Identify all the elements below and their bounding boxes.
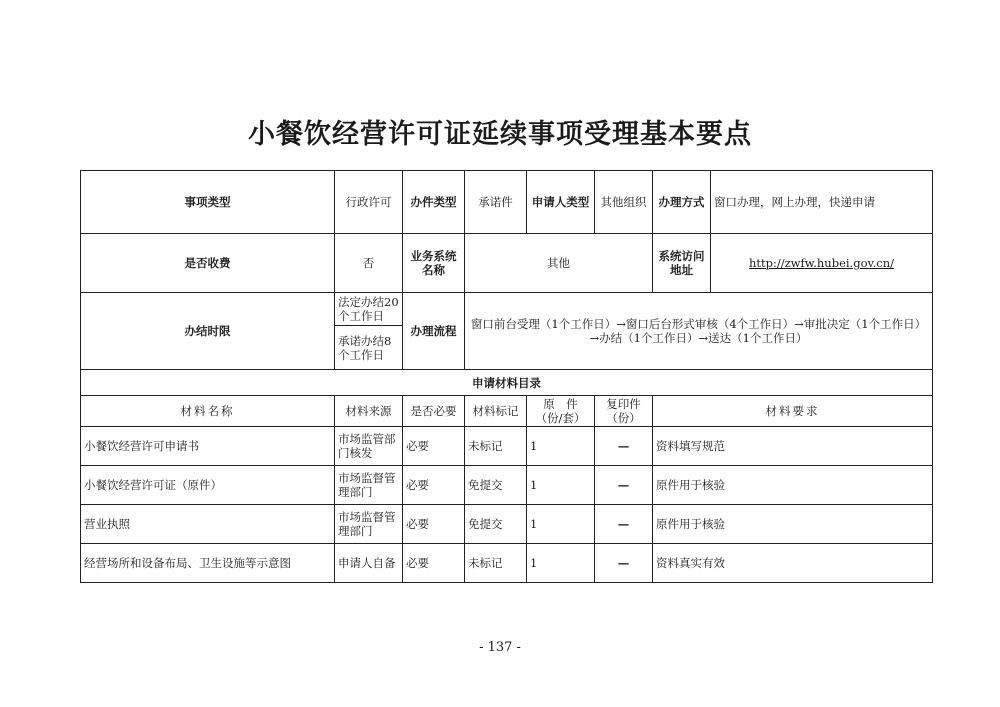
legal-time: 法定办结20个工作日	[335, 293, 403, 326]
system-label: 业务系统名称	[403, 234, 465, 293]
system-value: 其他	[465, 234, 653, 293]
material-original: 1	[527, 466, 595, 505]
col-requirement: 材料要求	[653, 396, 933, 427]
handle-type-label: 办件类型	[403, 171, 465, 234]
section-title: 申请材料目录	[81, 370, 933, 396]
col-mark: 材料标记	[465, 396, 527, 427]
table-row	[81, 544, 933, 583]
table-row	[81, 505, 933, 544]
page-title: 小餐饮经营许可证延续事项受理基本要点	[248, 119, 752, 150]
table-row	[81, 427, 933, 466]
material-requirement: 资料真实有效	[653, 544, 933, 583]
row-item-type	[81, 171, 933, 234]
col-source: 材料来源	[335, 396, 403, 427]
row-fee	[81, 234, 933, 293]
fee-label: 是否收费	[81, 234, 335, 293]
material-copy: —	[595, 544, 653, 583]
material-requirement: 原件用于核验	[653, 505, 933, 544]
material-copy: —	[595, 427, 653, 466]
page-number: - 137 -	[479, 640, 521, 655]
material-required: 必要	[403, 466, 465, 505]
row-time-limit	[81, 293, 933, 326]
material-mark: 免提交	[465, 505, 527, 544]
material-requirement: 原件用于核验	[653, 466, 933, 505]
process-value: 窗口前台受理（1个工作日）→窗口后台形式审核（4个工作日）→审批决定（1个工作日）→办结（1个工作日）→送达（1个工作日）	[465, 293, 933, 370]
method-label: 办理方式	[653, 171, 711, 234]
material-required: 必要	[403, 427, 465, 466]
material-source: 市场监督管理部门	[335, 505, 403, 544]
material-mark: 未标记	[465, 427, 527, 466]
process-label: 办理流程	[403, 293, 465, 370]
material-mark: 未标记	[465, 544, 527, 583]
handle-type-value: 承诺件	[465, 171, 527, 234]
material-original: 1	[527, 505, 595, 544]
material-name: 营业执照	[81, 505, 335, 544]
column-header-row	[81, 396, 933, 427]
material-mark: 免提交	[465, 466, 527, 505]
table-row	[81, 466, 933, 505]
applicant-type-label: 申请人类型	[527, 171, 595, 234]
info-table	[80, 170, 933, 583]
col-required: 是否必要	[403, 396, 465, 427]
address-label: 系统访问地址	[653, 234, 711, 293]
col-original: 原 件（份/套）	[527, 396, 595, 427]
applicant-type-value: 其他组织	[595, 171, 653, 234]
material-source: 市场监督管理部门	[335, 466, 403, 505]
material-original: 1	[527, 427, 595, 466]
material-name: 小餐饮经营许可证（原件）	[81, 466, 335, 505]
item-type-value: 行政许可	[335, 171, 403, 234]
material-copy: —	[595, 466, 653, 505]
material-required: 必要	[403, 505, 465, 544]
material-copy: —	[595, 505, 653, 544]
material-name: 小餐饮经营许可申请书	[81, 427, 335, 466]
material-required: 必要	[403, 544, 465, 583]
col-name: 材料名称	[81, 396, 335, 427]
material-source: 市场监管部门核发	[335, 427, 403, 466]
col-copy: 复印件（份）	[595, 396, 653, 427]
method-value: 窗口办理，网上办理，快递申请	[711, 171, 933, 234]
section-header-row	[81, 370, 933, 396]
system-address-link[interactable]: http://zwfw.hubei.gov.cn/	[748, 256, 895, 270]
material-requirement: 资料填写规范	[653, 427, 933, 466]
promise-time: 承诺办结8个工作日	[335, 326, 403, 370]
time-limit-label: 办结时限	[81, 293, 335, 370]
item-type-label: 事项类型	[81, 171, 335, 234]
fee-value: 否	[335, 234, 403, 293]
material-name: 经营场所和设备布局、卫生设施等示意图	[81, 544, 335, 583]
material-original: 1	[527, 544, 595, 583]
material-source: 申请人自备	[335, 544, 403, 583]
